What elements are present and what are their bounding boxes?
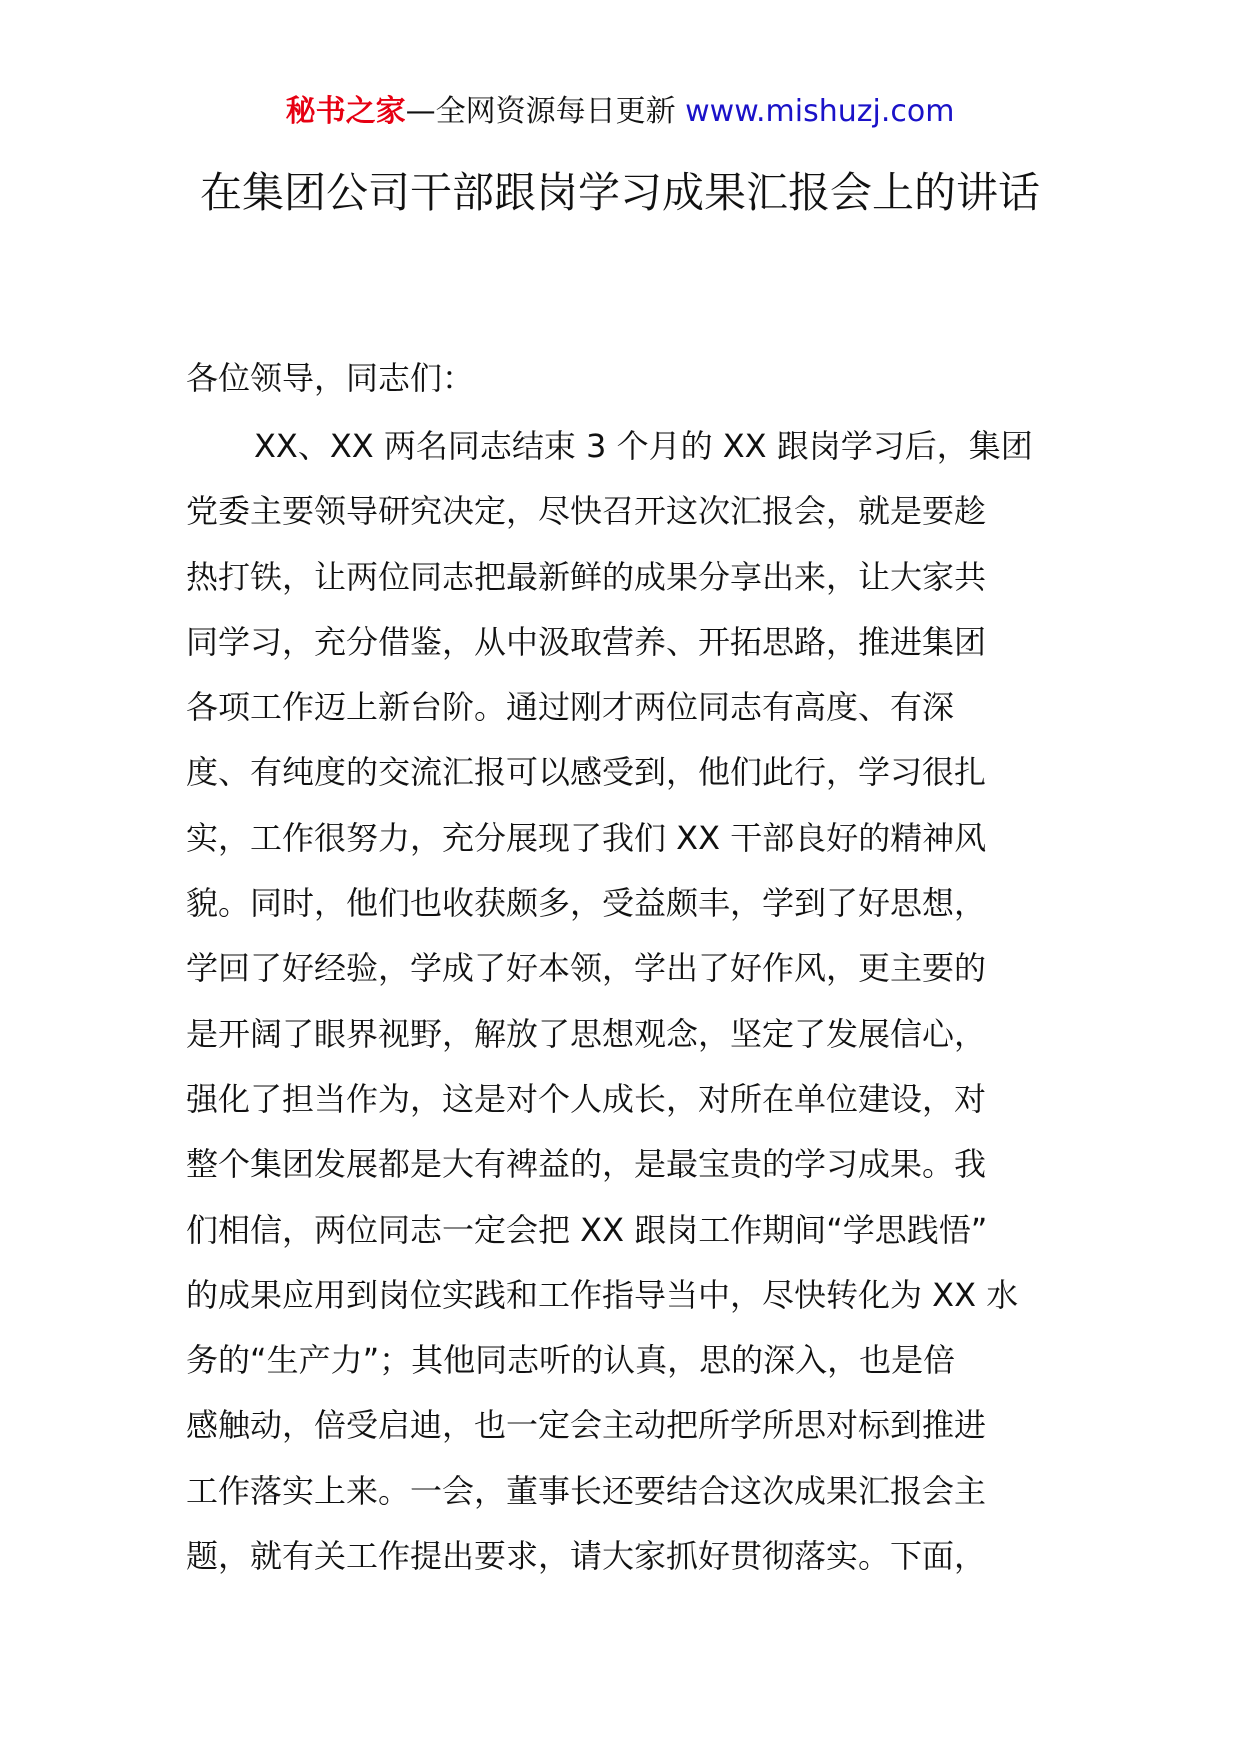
- body-line: 们相信，两位同志一定会把 XX 跟岗工作期间“学思践悟”: [186, 1210, 988, 1249]
- body-line: 题，就有关工作提出要求，请大家抓好贯彻落实。下面，: [186, 1537, 987, 1576]
- body-line: 整个集团发展都是大有裨益的，是最宝贵的学习成果。我: [186, 1145, 987, 1184]
- body-line: 各项工作迈上新台阶。通过刚才两位同志有高度、有深: [186, 688, 955, 727]
- body-paragraph: [186, 426, 1054, 1601]
- body-line: 热打铁，让两位同志把最新鲜的成果分享出来，让大家共: [186, 557, 987, 596]
- body-line: 度、有纯度的交流汇报可以感受到，他们此行，学习很扎: [186, 753, 987, 792]
- body-line: 同学习，充分借鉴，从中汲取营养、开拓思路，推进集团: [186, 622, 987, 661]
- body-line: 工作落实上来。一会，董事长还要结合这次成果汇报会主: [186, 1471, 987, 1510]
- body-line: 实，工作很努力，充分展现了我们 XX 干部良好的精神风: [186, 818, 987, 857]
- body-line: 的成果应用到岗位实践和工作指导当中，尽快转化为 XX 水: [186, 1275, 1019, 1314]
- body-line: 务的“生产力”；其他同志听的认真，思的深入，也是倍: [186, 1341, 956, 1380]
- site-header: [0, 92, 1240, 132]
- body-line: 强化了担当作为，这是对个人成长，对所在单位建设，对: [186, 1079, 987, 1118]
- salutation: 各位领导，同志们：: [186, 359, 475, 397]
- site-url-link[interactable]: www.mishuzj.com: [685, 94, 955, 129]
- document-title: 在集团公司干部跟岗学习成果汇报会上的讲话: [199, 168, 1040, 217]
- body-line: 貌。同时，他们也收获颇多，受益颇丰，学到了好思想，: [186, 884, 987, 923]
- body-line: 党委主要领导研究决定，尽快召开这次汇报会，就是要趁: [186, 492, 987, 531]
- body-line: 感触动，倍受启迪，也一定会主动把所学所思对标到推进: [186, 1406, 987, 1445]
- body-line: 是开阔了眼界视野，解放了思想观念，坚定了发展信心，: [186, 1014, 987, 1053]
- site-tagline: —全网资源每日更新: [405, 94, 686, 129]
- body-line: XX、XX 两名同志结束 3 个月的 XX 跟岗学习后，集团: [254, 427, 1033, 465]
- body-line: 学回了好经验，学成了好本领，学出了好作风，更主要的: [186, 949, 987, 988]
- site-brand: 秘书之家: [285, 94, 406, 129]
